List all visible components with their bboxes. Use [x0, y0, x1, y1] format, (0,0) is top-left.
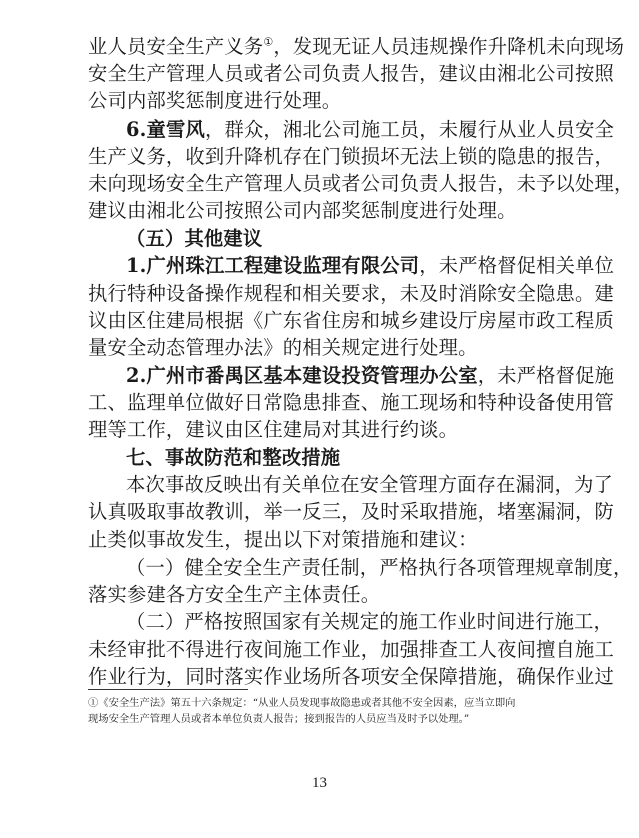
- text-run: 公司内部奖惩制度进行处理。: [88, 89, 342, 112]
- text-run: 作业行为，同时落实作业场所各项安全保障措施，确保作业过: [88, 665, 614, 688]
- text-run: （二）严格按照国家有关规定的施工作业时间进行施工，: [126, 610, 614, 633]
- body-line: [88, 145, 614, 169]
- bold-run: 1.广州珠江工程建设监理有限公司: [126, 254, 420, 277]
- text-run: 执行特种设备操作规程和相关要求，未及时消除安全隐患。建: [88, 282, 614, 305]
- body-line: [88, 391, 614, 415]
- body-line: [126, 364, 614, 388]
- text-run: 认真吸取事故教训，举一反三，及时采取措施，堵塞漏洞，防: [88, 500, 614, 523]
- text-run: ，未严格督促相关单位: [419, 254, 615, 277]
- footnote-line: ①《安全生产法》第五十六条规定：“从业人员发现事故隐患或者其他不安全因素，应当立即向: [88, 697, 516, 709]
- body-line: [88, 638, 614, 662]
- body-line: [126, 610, 613, 634]
- body-line: [88, 35, 624, 59]
- text-run: ，发现无证人员违规操作升降机未向现场: [273, 35, 625, 58]
- body-line: [126, 254, 614, 278]
- bold-run: 七、事故防范和整改措施: [126, 446, 341, 469]
- body-line: [126, 118, 614, 142]
- body-line: [88, 500, 614, 524]
- body-line: [88, 528, 478, 552]
- text-run: 未向现场安全生产管理人员或者公司负责人报告，未予以处理，: [88, 172, 634, 195]
- body-line: [88, 282, 614, 306]
- bold-run: 6.童雪风: [126, 118, 205, 141]
- body-line: [88, 336, 478, 360]
- footnote-marker: ①: [263, 35, 274, 49]
- body-line: [88, 418, 458, 442]
- body-line: [88, 89, 341, 113]
- body-line: [126, 446, 340, 470]
- text-run: 落实参建各方安全生产主体责任。: [88, 583, 381, 606]
- text-run: 工、监理单位做好日常隐患排查、施工现场和特种设备使用管: [88, 391, 614, 414]
- text-run: 本次事故反映出有关单位在安全管理方面存在漏洞，为了: [126, 473, 614, 496]
- text-run: （一）健全安全生产责任制，严格执行各项管理规章制度，: [126, 556, 633, 579]
- text-run: 建议由湘北公司按照公司内部奖惩制度进行处理。: [88, 199, 517, 222]
- text-run: 量安全动态管理办法》的相关规定进行处理。: [88, 336, 478, 359]
- body-line: [88, 199, 517, 223]
- bold-run: 2.广州市番禺区基本建设投资管理办公室: [126, 364, 478, 387]
- text-run: 业人员安全生产义务: [88, 35, 264, 58]
- body-line: [126, 227, 262, 251]
- body-line: [88, 62, 614, 86]
- text-run: 安全生产管理人员或者公司负责人报告，建议由湘北公司按照: [88, 62, 614, 85]
- text-run: ，群众，湘北公司施工员，未履行从业人员安全: [204, 118, 615, 141]
- text-run: ，未严格督促施: [477, 364, 615, 387]
- text-run: 止类似事故发生，提出以下对策措施和建议：: [88, 528, 478, 551]
- page-number: 13: [312, 775, 327, 791]
- body-line: [88, 583, 380, 607]
- footnote-rule: [88, 689, 248, 690]
- body-line: [88, 665, 614, 689]
- body-line: [126, 473, 613, 497]
- body-line: [88, 172, 633, 196]
- text-run: 未经审批不得进行夜间施工作业，加强排查工人夜间擅自施工: [88, 638, 614, 661]
- body-line: [126, 556, 633, 580]
- footnote-line: 现场安全生产管理人员或者本单位负责人报告；接到报告的人员应当及时予以处理。”: [88, 713, 470, 725]
- bold-run: （五）其他建议: [126, 227, 263, 250]
- body-line: [88, 309, 614, 333]
- text-run: 议由区住建局根据《广东省住房和城乡建设厅房屋市政工程质: [88, 309, 614, 332]
- text-run: 理等工作，建议由区住建局对其进行约谈。: [88, 418, 459, 441]
- text-run: 生产义务，收到升降机存在门锁损坏无法上锁的隐患的报告，: [88, 145, 614, 168]
